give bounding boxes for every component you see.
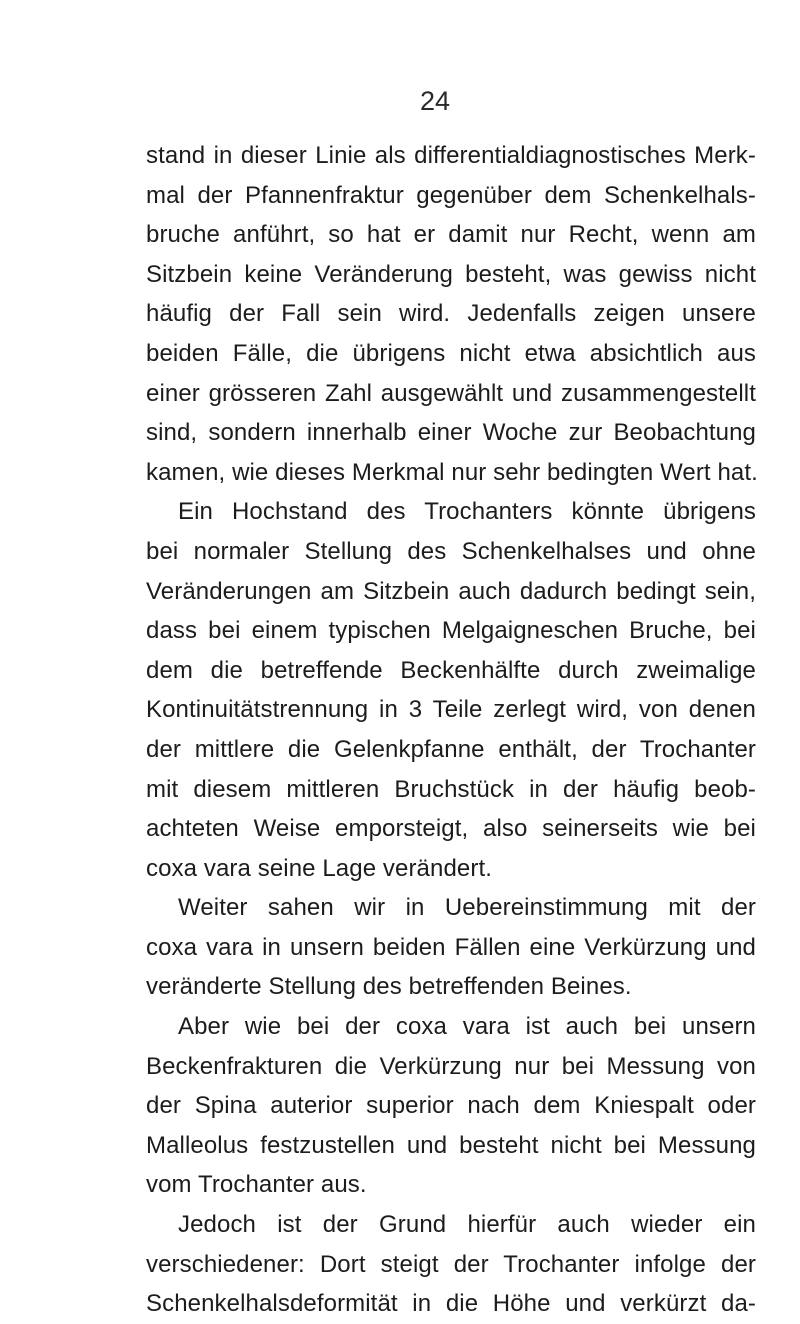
text-line: Schenkelhalsdeformität in die Höhe und verkürzt da- — [146, 1290, 756, 1318]
text-line: Kontinuitätstrennung in 3 Teile zerlegt wird, von denen — [146, 696, 756, 724]
text-line: mal der Pfannenfraktur gegenüber dem Schenkelhals- — [146, 181, 756, 209]
text-line: mit diesem mittleren Bruchstück in der häufig beob- — [146, 775, 756, 803]
text-line: bei normaler Stellung des Schenkelhalses und ohne — [146, 537, 756, 565]
text-line: Weiter sahen wir in Uebereinstimmung mit der — [178, 894, 756, 922]
text-line: der mittlere die Gelenkpfanne enthält, der Trochanter — [146, 735, 756, 763]
text-line: Aber wie bei der coxa vara ist auch bei unsern — [178, 1013, 756, 1041]
body-text — [146, 136, 756, 1324]
text-line: veränderte Stellung des betreffenden Beines. — [146, 973, 632, 1001]
text-line: stand in dieser Linie als differentialdiagnostisches Merk- — [146, 142, 756, 169]
text-line: der Spina auterior superior nach dem Kniespalt oder — [146, 1092, 756, 1120]
text-line: beiden Fälle, die übrigens nicht etwa absichtlich aus — [146, 339, 756, 367]
text-line: coxa vara in unsern beiden Fällen eine Verkürzung und — [146, 933, 756, 961]
text-line: Malleolus festzustellen und besteht nicht bei Messung — [146, 1131, 756, 1159]
text-line: häufig der Fall sein wird. Jedenfalls zeigen unsere — [146, 300, 756, 328]
text-line: vom Trochanter aus. — [146, 1171, 367, 1199]
text-line: achteten Weise emporsteigt, also seinerseits wie bei — [146, 815, 756, 843]
text-line: Jedoch ist der Grund hierfür auch wieder ein — [178, 1211, 756, 1239]
text-line: kamen, wie dieses Merkmal nur sehr bedingten Wert hat. — [146, 458, 758, 486]
text-line: coxa vara seine Lage verändert. — [146, 854, 492, 882]
text-line: Beckenfrakturen die Verkürzung nur bei Messung von — [146, 1052, 756, 1080]
text-line: einer grösseren Zahl ausgewählt und zusammengestellt — [146, 379, 756, 407]
text-line: dem die betreffende Beckenhälfte durch zweimalige — [146, 656, 756, 684]
text-line: bruche anführt, so hat er damit nur Recht, wenn am — [146, 221, 756, 249]
text-line: Sitzbein keine Veränderung besteht, was gewiss nicht — [146, 260, 756, 288]
text-line: Ein Hochstand des Trochanters könnte übrigens — [178, 498, 756, 526]
text-line: verschiedener: Dort steigt der Trochanter infolge der — [146, 1250, 756, 1278]
text-line: Veränderungen am Sitzbein auch dadurch bedingt sein, — [146, 577, 756, 605]
page-number: 24 — [420, 86, 451, 116]
text-line: dass bei einem typischen Melgaigneschen Bruche, bei — [146, 617, 756, 645]
text-line: sind, sondern innerhalb einer Woche zur Beobachtung — [146, 419, 756, 447]
